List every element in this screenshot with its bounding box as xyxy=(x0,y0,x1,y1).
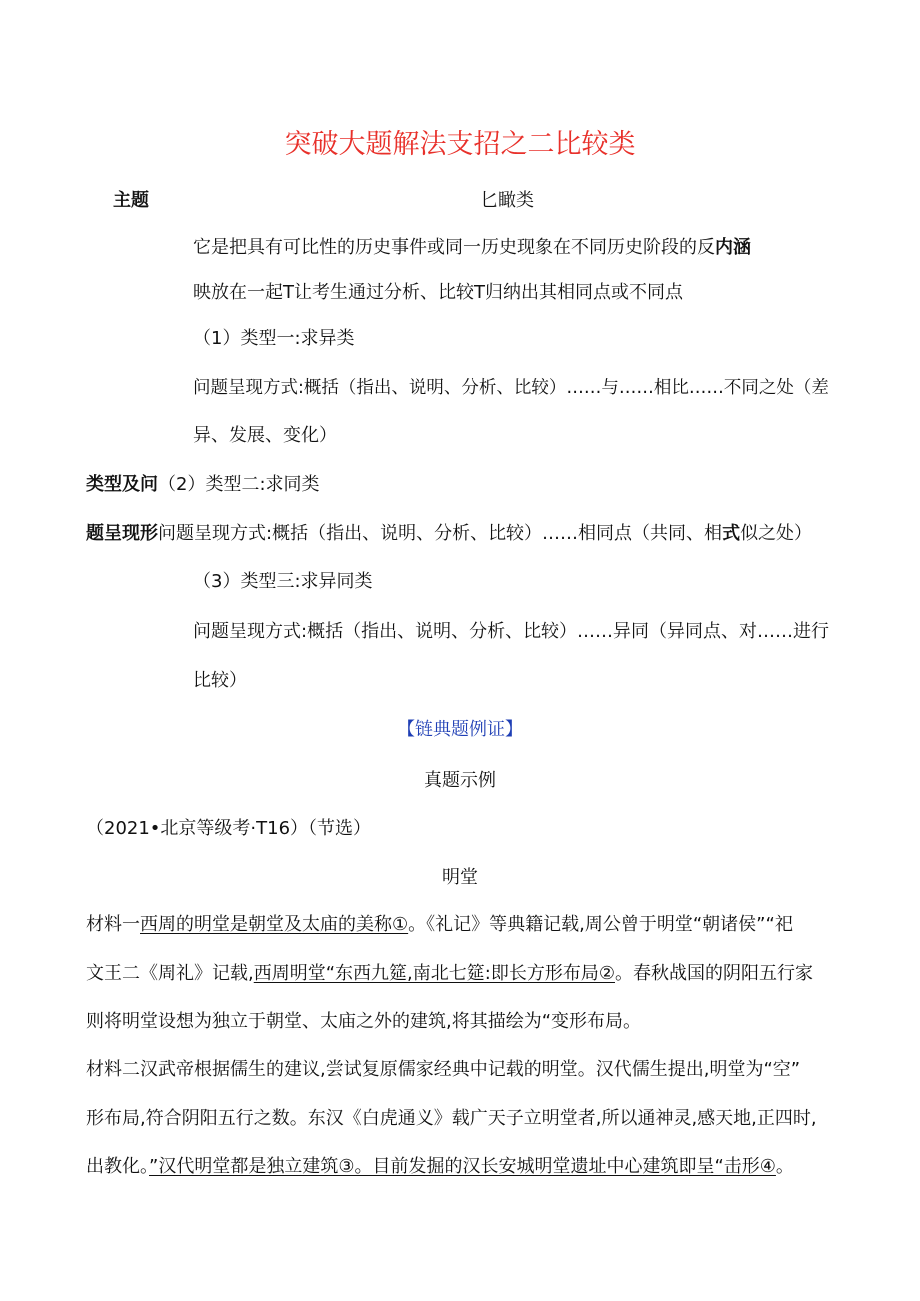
intro-text: 它是把具有可比性的历史事件或同一历史现象在不同历史阶段的反 xyxy=(193,237,715,258)
type2-desc-a: 问题呈现方式:概括（指出、说明、分析、比较）……相同点（共同、相 xyxy=(158,523,723,544)
header-label: 主题 xyxy=(113,190,149,211)
question-source: （2021•北京等级考·T16）（节选） xyxy=(86,818,372,839)
type2-line xyxy=(86,473,320,497)
intro-line-2: 映放在一起T让考生通过分析、比较T归纳出其相同点或不同点 xyxy=(193,282,683,303)
material1-line-1 xyxy=(86,913,793,937)
m2-underline-3: ”汉代明堂都是独立建筑③。目前发掘的汉长安城明堂遗址中心建筑即呈“击形④ xyxy=(149,1156,776,1177)
m1-text-1: 。《礼记》等典籍记载,周公曾于明堂“朝诸侯”“祀 xyxy=(408,914,793,935)
material1-line-2 xyxy=(86,962,813,986)
subsection-heading: 真题示例 xyxy=(424,770,496,791)
section-heading: 【链典题例证】 xyxy=(397,719,523,740)
m1-text-2a: 文王二《周礼》记载, xyxy=(86,963,254,984)
material2-line-2: 形布局,符合阴阳五行之数。东汉《白虎通义》载广天子立明堂者,所以通神灵,感天地,正四时, xyxy=(86,1108,817,1129)
material1-line-3: 则将明堂设想为独立于朝堂、太庙之外的建筑,将其描绘为“变形布局。 xyxy=(86,1011,642,1032)
type2-side-label: 类型及问 xyxy=(86,474,158,495)
material2-line-1: 材料二汉武帝根据儒生的建议,尝试复原儒家经典中记载的明堂。汉代儒生提出,明堂为“空” xyxy=(86,1059,801,1080)
m2-text-3b: 。 xyxy=(775,1156,794,1177)
m1-underline-2: 西周明堂“东西九筵,南北七筵:即长方形布局② xyxy=(253,963,615,984)
m1-underline-1: 西周的明堂是朝堂及太庙的美称① xyxy=(140,914,409,935)
type1-label: （1）类型一:求异类 xyxy=(193,328,355,349)
m1-label: 材料一 xyxy=(86,914,140,935)
header-category: 匕瞰类 xyxy=(480,190,534,211)
intro-line-1 xyxy=(193,236,751,260)
m2-text-3a: 出教化。 xyxy=(86,1156,149,1177)
type1-desc-2: 异、发展、变化） xyxy=(193,425,337,446)
type2-desc xyxy=(86,522,812,546)
type3-desc-1: 问题呈现方式:概括（指出、说明、分析、比较）……异同（异同点、对……进行 xyxy=(193,621,830,642)
type1-desc-1: 问题呈现方式:概括（指出、说明、分析、比较）……与……相比……不同之处（差 xyxy=(193,378,829,398)
type3-label: （3）类型三:求异同类 xyxy=(193,571,373,592)
type2-label: （2）类型二:求同类 xyxy=(158,474,320,495)
type2-side-label-2: 题呈现形 xyxy=(86,523,158,544)
material2-line-3 xyxy=(86,1155,794,1179)
intro-bold: 内涵 xyxy=(715,237,751,258)
m1-text-2b: 。春秋战国的阴阳五行家 xyxy=(614,963,813,984)
material-topic: 明堂 xyxy=(442,867,478,888)
type2-desc-bold: 式 xyxy=(722,523,741,544)
page-title: 突破大题解法支招之二比较类 xyxy=(284,129,636,160)
type2-desc-b: 似之处） xyxy=(740,523,813,544)
type3-desc-2: 比较） xyxy=(193,670,247,691)
